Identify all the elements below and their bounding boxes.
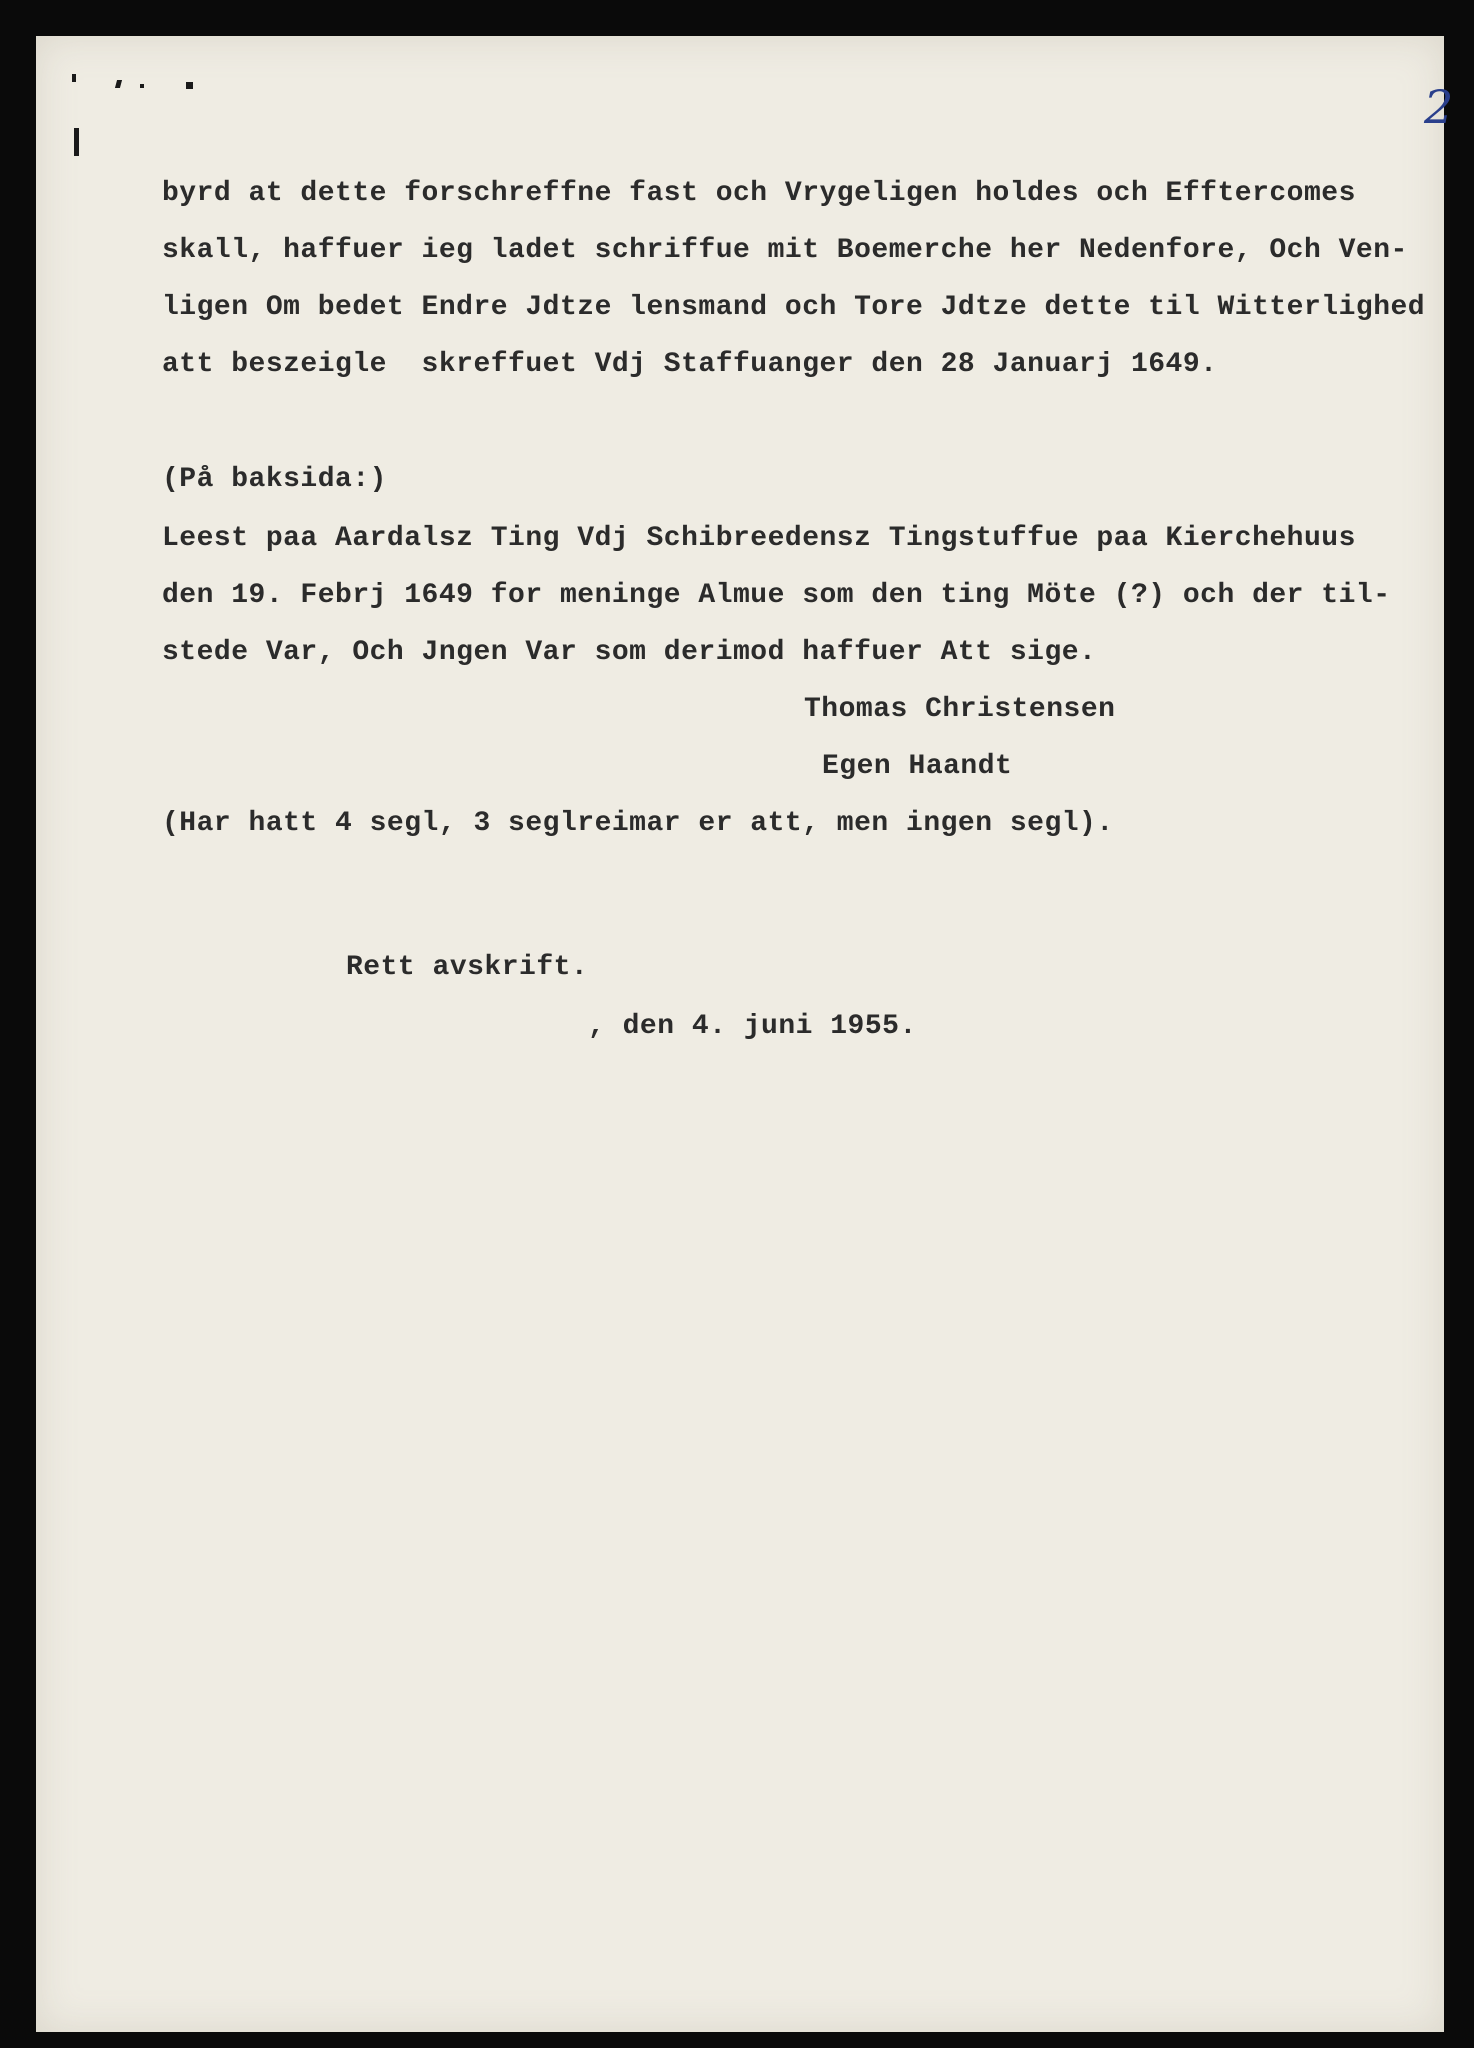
- body-line: ligen Om bedet Endre Jdtze lensmand och Tore Jdtze dette til Witterlighed: [162, 292, 1426, 323]
- verso-line: Leest paa Aardalsz Ting Vdj Schibreedensz Tingstuffue paa Kierchehuus: [162, 523, 1356, 554]
- ink-speck-mark: [115, 80, 122, 88]
- verso-line: stede Var, Och Jngen Var som derimod haffuer Att sige.: [162, 637, 1097, 668]
- ink-speck-mark: [140, 84, 144, 88]
- body-line: byrd at dette forschreffne fast och Vrygeligen holdes och Efftercomes: [162, 178, 1356, 209]
- verso-heading: (På baksida:): [162, 464, 387, 495]
- ink-speck-mark: [186, 82, 193, 89]
- verso-line: den 19. Febrj 1649 for meninge Almue som den ting Möte (?) och der til-: [162, 580, 1391, 611]
- document-page: [36, 36, 1454, 2032]
- signature-attestation: Egen Haandt: [822, 751, 1013, 782]
- ink-speck-mark: [74, 128, 79, 156]
- page-number: 2: [1424, 80, 1454, 134]
- body-line: att beszeigle skreffuet Vdj Staffuanger den 28 Januarj 1649.: [162, 349, 1218, 380]
- body-line: skall, haffuer ieg ladet schriffue mit Boemerche her Nedenfore, Och Ven-: [162, 235, 1408, 266]
- ink-speck-mark: [72, 74, 76, 82]
- signature-name: Thomas Christensen: [804, 694, 1116, 725]
- date-line: , den 4. juni 1955.: [588, 1011, 917, 1042]
- seal-note: (Har hatt 4 segl, 3 seglreimar er att, men ingen segl).: [162, 808, 1114, 839]
- certification-text: Rett avskrift.: [346, 952, 589, 983]
